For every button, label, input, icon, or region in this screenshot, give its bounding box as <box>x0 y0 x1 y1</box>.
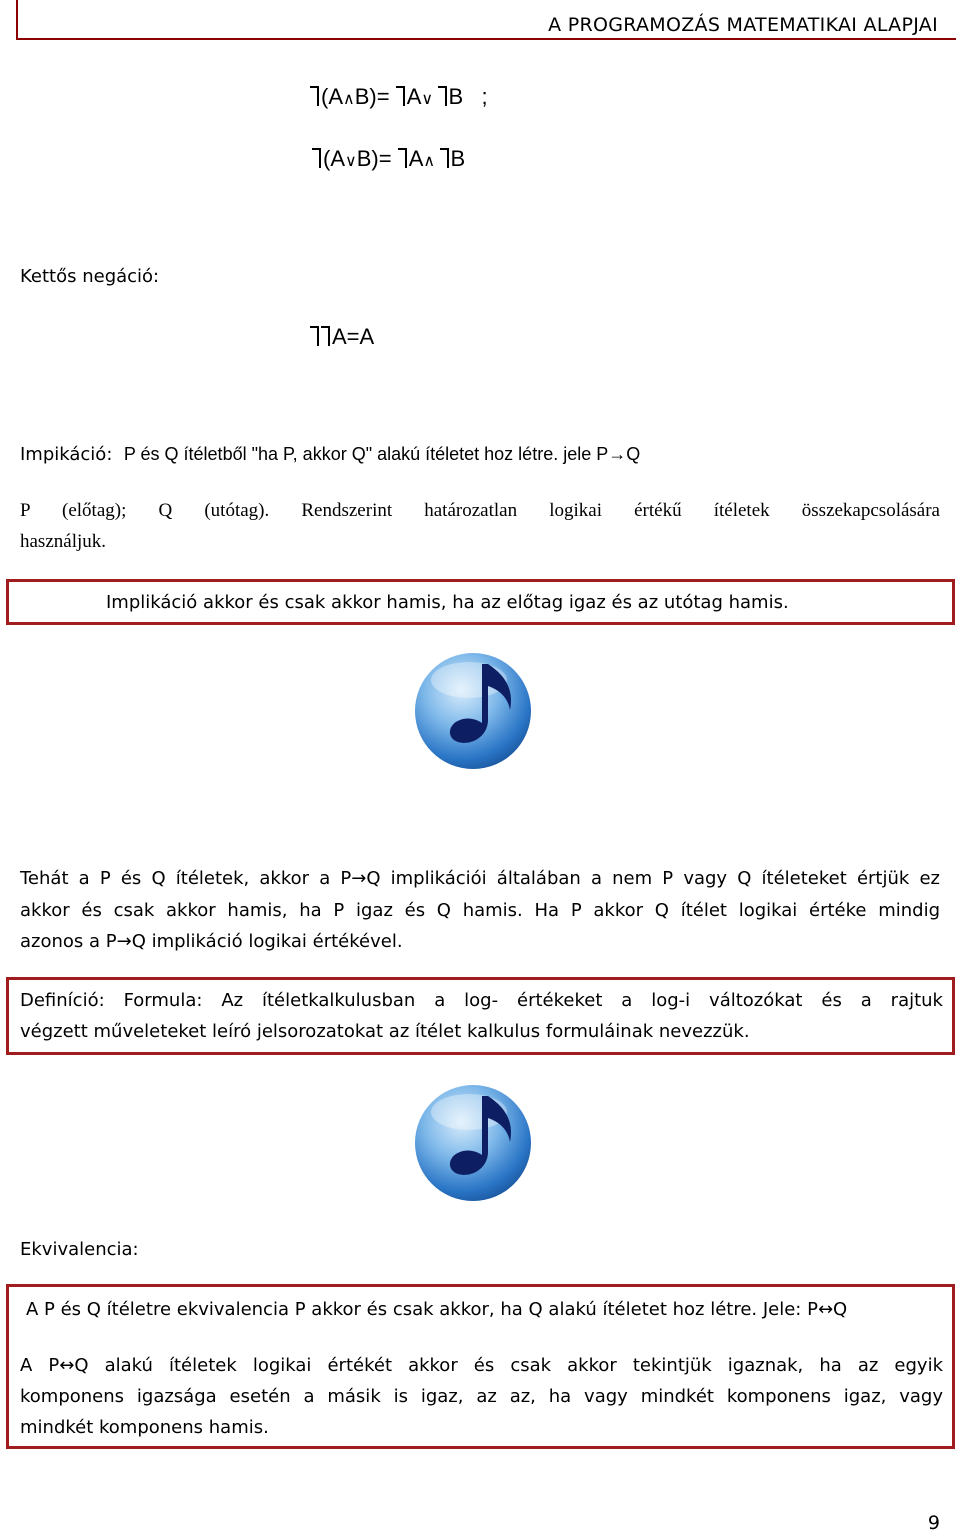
definition-line-1: Definíció: Formula: Az ítéletkalkulusban a log- értékeket a log-i változókat és a rajtuk <box>20 990 943 1011</box>
explanation-line-1: Tehát a P és Q ítéletek, akkor a P→Q implikációi általában a nem P vagy Q ítéleteket értjük ez <box>20 868 940 889</box>
demorgan-formula-2: (A∨B)= A∧ B <box>312 146 465 172</box>
negation-symbol <box>310 326 319 346</box>
implication-note-box <box>6 579 955 625</box>
negation-symbol <box>438 86 447 106</box>
definition-label: Definíció: <box>20 990 105 1011</box>
negation-symbol <box>396 86 405 106</box>
music-note-icon <box>414 650 534 770</box>
equivalence-line-2: A P↔Q alakú ítéletek logikai értékét akkor és csak akkor tekintjük igaznak, ha az egyik <box>20 1355 943 1376</box>
negation-symbol <box>440 148 449 168</box>
music-note-icon <box>414 1082 534 1202</box>
double-negation-label: Kettős negáció: <box>20 266 160 287</box>
implication-intro <box>20 444 640 465</box>
demorgan-formula-1: (A∧B)= A∨ B ; <box>310 84 488 110</box>
explanation-line-2: akkor és csak akkor hamis, ha P igaz és Q hamis. Ha P akkor Q ítélet logikai értéke mindig <box>20 900 940 921</box>
equivalence-label: Ekvivalencia: <box>20 1239 139 1260</box>
implication-paragraph-line-1: P (előtag); Q (utótag). Rendszerint határozatlan logikai értékű ítéletek összekapcsolására <box>20 500 940 521</box>
implication-label: Impikáció: <box>20 444 113 465</box>
negation-symbol <box>312 148 321 168</box>
implication-intro-text: P és Q ítéletből "ha P, akkor Q" alakú ítéletet hoz létre. jele P→Q <box>123 444 641 464</box>
header-title: A PROGRAMOZÁS MATEMATIKAI ALAPJAI <box>548 14 938 36</box>
equivalence-box <box>6 1284 955 1449</box>
negation-symbol <box>321 326 330 346</box>
equivalence-line-1: A P és Q ítéletre ekvivalencia P akkor és csak akkor, ha Q alakú ítéletet hoz létre. Jele: P↔Q <box>26 1299 848 1320</box>
negation-symbol <box>310 86 319 106</box>
definition-line-2: végzett műveleteket leíró jelsorozatokat az ítélet kalkulus formuláinak nevezzük. <box>20 1021 750 1042</box>
equivalence-line-3: komponens igazsága esetén a másik is igaz, az az, ha vagy mindkét komponens igaz, vagy <box>20 1386 943 1407</box>
implication-note-text: Implikáció akkor és csak akkor hamis, ha az előtag igaz és az utótag hamis. <box>106 592 789 613</box>
double-negation-formula: A=A <box>310 324 374 350</box>
negation-symbol <box>398 148 407 168</box>
explanation-line-3: azonos a P→Q implikáció logikai értékével. <box>20 931 403 952</box>
definition-box <box>6 977 955 1055</box>
page-number: 9 <box>927 1512 940 1534</box>
implication-paragraph-line-2: használjuk. <box>20 531 107 552</box>
equivalence-line-4: mindkét komponens hamis. <box>20 1417 269 1438</box>
